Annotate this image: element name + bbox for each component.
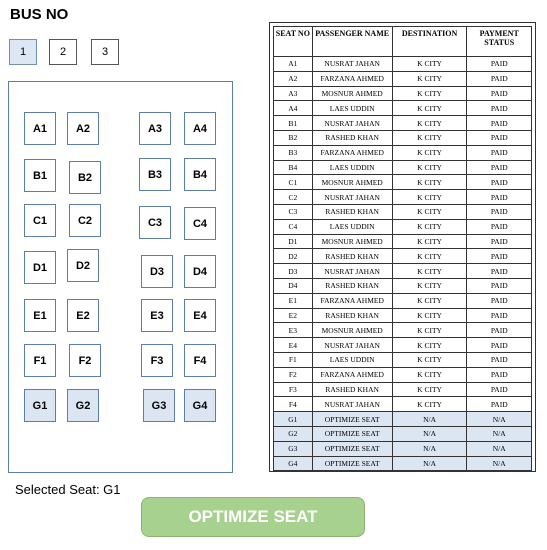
seat-cell: D2 — [274, 249, 313, 264]
payment-status-cell: PAID — [467, 278, 532, 293]
selected-seat-label: Selected Seat: G1 — [15, 482, 121, 497]
passenger-name-cell: LAES UDDIN — [312, 101, 392, 116]
table-row — [274, 204, 532, 219]
passenger-name-cell: FARZANA AHMED — [312, 71, 392, 86]
bus-tab-1[interactable]: 1 — [9, 39, 37, 65]
seat-e1[interactable]: E1 — [24, 299, 56, 332]
passenger-name-cell: RASHED KHAN — [312, 308, 392, 323]
destination-cell: K CITY — [392, 278, 467, 293]
payment-status-cell: N/A — [467, 426, 532, 441]
seat-cell: G2 — [274, 426, 313, 441]
seat-cell: G4 — [274, 456, 313, 471]
seat-cell: D3 — [274, 264, 313, 279]
payment-status-header: PAYMENT STATUS — [467, 27, 532, 57]
passenger-name-cell: MOSNUR AHMED — [312, 323, 392, 338]
passenger-name-cell: OPTIMIZE SEAT — [312, 412, 392, 427]
table-row — [274, 441, 532, 456]
seat-b1[interactable]: B1 — [24, 159, 56, 192]
payment-status-cell: N/A — [467, 441, 532, 456]
seat-cell: F4 — [274, 397, 313, 412]
seat-a1[interactable]: A1 — [24, 112, 56, 145]
seat-cell: C4 — [274, 219, 313, 234]
seat-cell: G1 — [274, 412, 313, 427]
table-row — [274, 293, 532, 308]
passenger-name-cell: RASHED KHAN — [312, 130, 392, 145]
table-row — [274, 175, 532, 190]
payment-status-cell: PAID — [467, 145, 532, 160]
seat-c4[interactable]: C4 — [184, 207, 216, 240]
destination-cell: N/A — [392, 456, 467, 471]
table-row — [274, 234, 532, 249]
seat-cell: F2 — [274, 367, 313, 382]
payment-status-cell: PAID — [467, 175, 532, 190]
passenger-name-cell: MOSNUR AHMED — [312, 175, 392, 190]
seat-e2[interactable]: E2 — [67, 299, 99, 332]
destination-cell: K CITY — [392, 308, 467, 323]
destination-cell: K CITY — [392, 130, 467, 145]
table-row — [274, 352, 532, 367]
payment-status-cell: PAID — [467, 101, 532, 116]
table-row — [274, 145, 532, 160]
seat-f2[interactable]: F2 — [69, 344, 101, 377]
payment-status-cell: PAID — [467, 264, 532, 279]
table-row — [274, 71, 532, 86]
destination-cell: N/A — [392, 412, 467, 427]
destination-cell: K CITY — [392, 234, 467, 249]
table-row — [274, 86, 532, 101]
payment-status-cell: PAID — [467, 57, 532, 72]
destination-cell: K CITY — [392, 219, 467, 234]
table-row — [274, 278, 532, 293]
seat-b2[interactable]: B2 — [69, 161, 101, 194]
seat-cell: A1 — [274, 57, 313, 72]
seat-cell: F3 — [274, 382, 313, 397]
payment-status-cell: PAID — [467, 234, 532, 249]
passenger-name-cell: NUSRAT JAHAN — [312, 264, 392, 279]
optimize-seat-button[interactable]: OPTIMIZE SEAT — [141, 497, 365, 537]
payment-status-cell: PAID — [467, 71, 532, 86]
destination-cell: K CITY — [392, 397, 467, 412]
table-row — [274, 116, 532, 131]
destination-cell: K CITY — [392, 352, 467, 367]
payment-status-cell: PAID — [467, 323, 532, 338]
table-row — [274, 219, 532, 234]
payment-status-cell: PAID — [467, 293, 532, 308]
seat-cell: G3 — [274, 441, 313, 456]
seat-cell: B1 — [274, 116, 313, 131]
table-row — [274, 308, 532, 323]
destination-cell: K CITY — [392, 71, 467, 86]
seat-g3[interactable]: G3 — [143, 389, 175, 422]
passenger-name-cell: LAES UDDIN — [312, 160, 392, 175]
passenger-name-cell: FARZANA AHMED — [312, 367, 392, 382]
seat-d4[interactable]: D4 — [184, 255, 216, 288]
table-row — [274, 130, 532, 145]
passenger-name-cell: NUSRAT JAHAN — [312, 57, 392, 72]
table-row — [274, 456, 532, 471]
seat-e3[interactable]: E3 — [141, 299, 173, 332]
table-row — [274, 101, 532, 116]
destination-cell: K CITY — [392, 86, 467, 101]
table-row — [274, 426, 532, 441]
payment-status-cell: PAID — [467, 130, 532, 145]
passenger-name-cell: OPTIMIZE SEAT — [312, 441, 392, 456]
table-header-row — [274, 27, 532, 57]
destination-cell: K CITY — [392, 367, 467, 382]
seat-g1[interactable]: G1 — [24, 389, 56, 422]
passenger-name-cell: RASHED KHAN — [312, 382, 392, 397]
destination-cell: N/A — [392, 426, 467, 441]
passenger-name-cell: FARZANA AHMED — [312, 293, 392, 308]
seat-no-header: SEAT NO — [274, 27, 313, 57]
table-row — [274, 323, 532, 338]
passenger-name-cell: LAES UDDIN — [312, 219, 392, 234]
seat-cell: C1 — [274, 175, 313, 190]
passenger-table-body — [274, 57, 532, 471]
payment-status-cell: PAID — [467, 367, 532, 382]
destination-cell: K CITY — [392, 101, 467, 116]
seat-f1[interactable]: F1 — [24, 344, 56, 377]
destination-cell: K CITY — [392, 323, 467, 338]
passenger-name-cell: RASHED KHAN — [312, 204, 392, 219]
passenger-name-header: PASSENGER NAME — [312, 27, 392, 57]
seat-cell: E4 — [274, 338, 313, 353]
seat-a3[interactable]: A3 — [139, 112, 171, 145]
table-row — [274, 249, 532, 264]
seat-cell: C2 — [274, 190, 313, 205]
seat-b3[interactable]: B3 — [139, 158, 171, 191]
seat-cell: E1 — [274, 293, 313, 308]
destination-cell: K CITY — [392, 382, 467, 397]
payment-status-cell: PAID — [467, 382, 532, 397]
payment-status-cell: N/A — [467, 456, 532, 471]
payment-status-cell: PAID — [467, 397, 532, 412]
seat-cell: B3 — [274, 145, 313, 160]
seat-map-panel — [8, 81, 233, 473]
passenger-name-cell: FARZANA AHMED — [312, 145, 392, 160]
passenger-table-panel — [269, 22, 536, 472]
payment-status-cell: N/A — [467, 412, 532, 427]
passenger-name-cell: OPTIMIZE SEAT — [312, 456, 392, 471]
payment-status-cell: PAID — [467, 249, 532, 264]
bus-tab-3[interactable]: 3 — [91, 39, 119, 65]
payment-status-cell: PAID — [467, 338, 532, 353]
payment-status-cell: PAID — [467, 308, 532, 323]
seat-cell: B2 — [274, 130, 313, 145]
table-row — [274, 397, 532, 412]
passenger-name-cell: RASHED KHAN — [312, 249, 392, 264]
bus-tab-2[interactable]: 2 — [49, 39, 77, 65]
passenger-name-cell: MOSNUR AHMED — [312, 86, 392, 101]
seat-c3[interactable]: C3 — [139, 206, 171, 239]
table-row — [274, 57, 532, 72]
payment-status-cell: PAID — [467, 86, 532, 101]
seat-a4[interactable]: A4 — [184, 112, 216, 145]
destination-cell: K CITY — [392, 190, 467, 205]
seat-c1[interactable]: C1 — [24, 204, 56, 237]
payment-status-cell: PAID — [467, 352, 532, 367]
table-row — [274, 190, 532, 205]
passenger-name-cell: OPTIMIZE SEAT — [312, 426, 392, 441]
seat-d2[interactable]: D2 — [67, 249, 99, 282]
destination-cell: K CITY — [392, 160, 467, 175]
table-row — [274, 160, 532, 175]
seat-cell: E3 — [274, 323, 313, 338]
payment-status-cell: PAID — [467, 190, 532, 205]
passenger-table — [273, 26, 532, 471]
destination-cell: K CITY — [392, 264, 467, 279]
seat-f3[interactable]: F3 — [141, 344, 173, 377]
passenger-name-cell: NUSRAT JAHAN — [312, 338, 392, 353]
seat-d3[interactable]: D3 — [141, 255, 173, 288]
destination-cell: K CITY — [392, 249, 467, 264]
passenger-name-cell: NUSRAT JAHAN — [312, 397, 392, 412]
seat-cell: E2 — [274, 308, 313, 323]
table-row — [274, 264, 532, 279]
payment-status-cell: PAID — [467, 160, 532, 175]
seat-cell: F1 — [274, 352, 313, 367]
seat-g2[interactable]: G2 — [67, 389, 99, 422]
destination-cell: K CITY — [392, 338, 467, 353]
destination-cell: N/A — [392, 441, 467, 456]
destination-cell: K CITY — [392, 57, 467, 72]
passenger-name-cell: RASHED KHAN — [312, 278, 392, 293]
passenger-name-cell: NUSRAT JAHAN — [312, 190, 392, 205]
bus-no-title: BUS NO — [10, 6, 69, 23]
table-row — [274, 412, 532, 427]
seat-f4[interactable]: F4 — [184, 344, 216, 377]
passenger-name-cell: NUSRAT JAHAN — [312, 116, 392, 131]
seat-cell: A2 — [274, 71, 313, 86]
seat-g4[interactable]: G4 — [184, 389, 216, 422]
seat-c2[interactable]: C2 — [69, 204, 101, 237]
destination-header: DESTINATION — [392, 27, 467, 57]
seat-cell: D4 — [274, 278, 313, 293]
seat-b4[interactable]: B4 — [184, 158, 216, 191]
seat-cell: A4 — [274, 101, 313, 116]
table-row — [274, 367, 532, 382]
passenger-name-cell: MOSNUR AHMED — [312, 234, 392, 249]
destination-cell: K CITY — [392, 175, 467, 190]
destination-cell: K CITY — [392, 293, 467, 308]
seat-cell: B4 — [274, 160, 313, 175]
destination-cell: K CITY — [392, 116, 467, 131]
seat-cell: C3 — [274, 204, 313, 219]
destination-cell: K CITY — [392, 145, 467, 160]
seat-cell: D1 — [274, 234, 313, 249]
payment-status-cell: PAID — [467, 219, 532, 234]
destination-cell: K CITY — [392, 204, 467, 219]
seat-e4[interactable]: E4 — [184, 299, 216, 332]
seat-d1[interactable]: D1 — [24, 251, 56, 284]
table-row — [274, 338, 532, 353]
payment-status-cell: PAID — [467, 116, 532, 131]
passenger-name-cell: LAES UDDIN — [312, 352, 392, 367]
seat-cell: A3 — [274, 86, 313, 101]
table-row — [274, 382, 532, 397]
payment-status-cell: PAID — [467, 204, 532, 219]
seat-a2[interactable]: A2 — [67, 112, 99, 145]
